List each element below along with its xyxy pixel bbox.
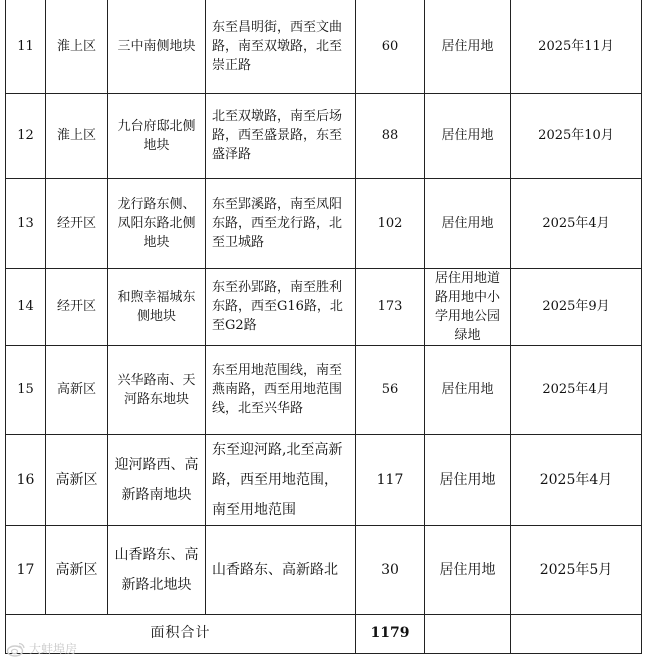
district: 淮上区 [46, 0, 108, 93]
plot-location: 东至昌明街，西至文曲路，南至双墩路，北至崇正路 [206, 0, 356, 93]
plot-location: 东至迎河路,北至高新路，西至用地范围，南至用地范围 [206, 434, 356, 525]
table-row [6, 178, 642, 268]
land-use: 居住用地 [425, 525, 511, 614]
plot-area: 30 [356, 525, 425, 614]
table-row [6, 93, 642, 178]
plot-area: 56 [356, 345, 425, 434]
row-number: 17 [6, 525, 46, 614]
total-area-value: 1179 [356, 614, 425, 653]
supply-date: 2025年5月 [511, 525, 642, 614]
plot-name: 九台府邸北侧地块 [108, 93, 206, 178]
table-row [6, 0, 642, 93]
supply-date: 2025年4月 [511, 434, 642, 525]
plot-name: 山香路东、高新路北地块 [108, 525, 206, 614]
plot-location: 北至双墩路，南至后场路，西至盛景路，东至盛泽路 [206, 93, 356, 178]
land-plot-table [5, 0, 642, 654]
total-area-label: 面积合计 [6, 614, 356, 653]
table-row [6, 525, 642, 614]
plot-name: 龙行路东侧、凤阳东路北侧地块 [108, 178, 206, 268]
table-row [6, 268, 642, 345]
supply-date: 2025年4月 [511, 178, 642, 268]
table-row [6, 434, 642, 525]
total-row [6, 614, 642, 653]
district: 经开区 [46, 178, 108, 268]
district: 淮上区 [46, 93, 108, 178]
supply-date: 2025年10月 [511, 93, 642, 178]
district: 高新区 [46, 434, 108, 525]
district: 经开区 [46, 268, 108, 345]
row-number: 15 [6, 345, 46, 434]
table-row [6, 345, 642, 434]
row-number: 13 [6, 178, 46, 268]
plot-name: 兴华路南、天河路东地块 [108, 345, 206, 434]
land-use: 居住用地 [425, 434, 511, 525]
supply-date: 2025年4月 [511, 345, 642, 434]
plot-name: 和煦幸福城东侧地块 [108, 268, 206, 345]
row-number: 16 [6, 434, 46, 525]
supply-date: 2025年11月 [511, 0, 642, 93]
watermark-text: 大蚌埠房 [29, 642, 78, 656]
watermark [6, 640, 77, 657]
land-use: 居住用地道路用地中小学用地公园绿地 [425, 268, 511, 345]
plot-location: 东至孙郢路，南至胜利东路，西至G16路，北至G2路 [206, 268, 356, 345]
district: 高新区 [46, 525, 108, 614]
plot-area: 117 [356, 434, 425, 525]
plot-area: 60 [356, 0, 425, 93]
district: 高新区 [46, 345, 108, 434]
plot-location: 山香路东、高新路北 [206, 525, 356, 614]
plot-name: 三中南侧地块 [108, 0, 206, 93]
plot-area: 88 [356, 93, 425, 178]
empty-cell [425, 614, 511, 653]
land-use: 居住用地 [425, 345, 511, 434]
empty-cell [511, 614, 642, 653]
supply-date: 2025年9月 [511, 268, 642, 345]
plot-area: 102 [356, 178, 425, 268]
plot-area: 173 [356, 268, 425, 345]
weibo-logo-icon [6, 641, 26, 657]
land-use: 居住用地 [425, 0, 511, 93]
plot-location: 东至郢溪路，南至凤阳东路，西至龙行路，北至卫城路 [206, 178, 356, 268]
plot-location: 东至用地范围线，南至燕南路，西至用地范围线，北至兴华路 [206, 345, 356, 434]
row-number: 14 [6, 268, 46, 345]
row-number: 12 [6, 93, 46, 178]
row-number: 11 [6, 0, 46, 93]
plot-name: 迎河路西、高新路南地块 [108, 434, 206, 525]
land-use: 居住用地 [425, 178, 511, 268]
land-use: 居住用地 [425, 93, 511, 178]
